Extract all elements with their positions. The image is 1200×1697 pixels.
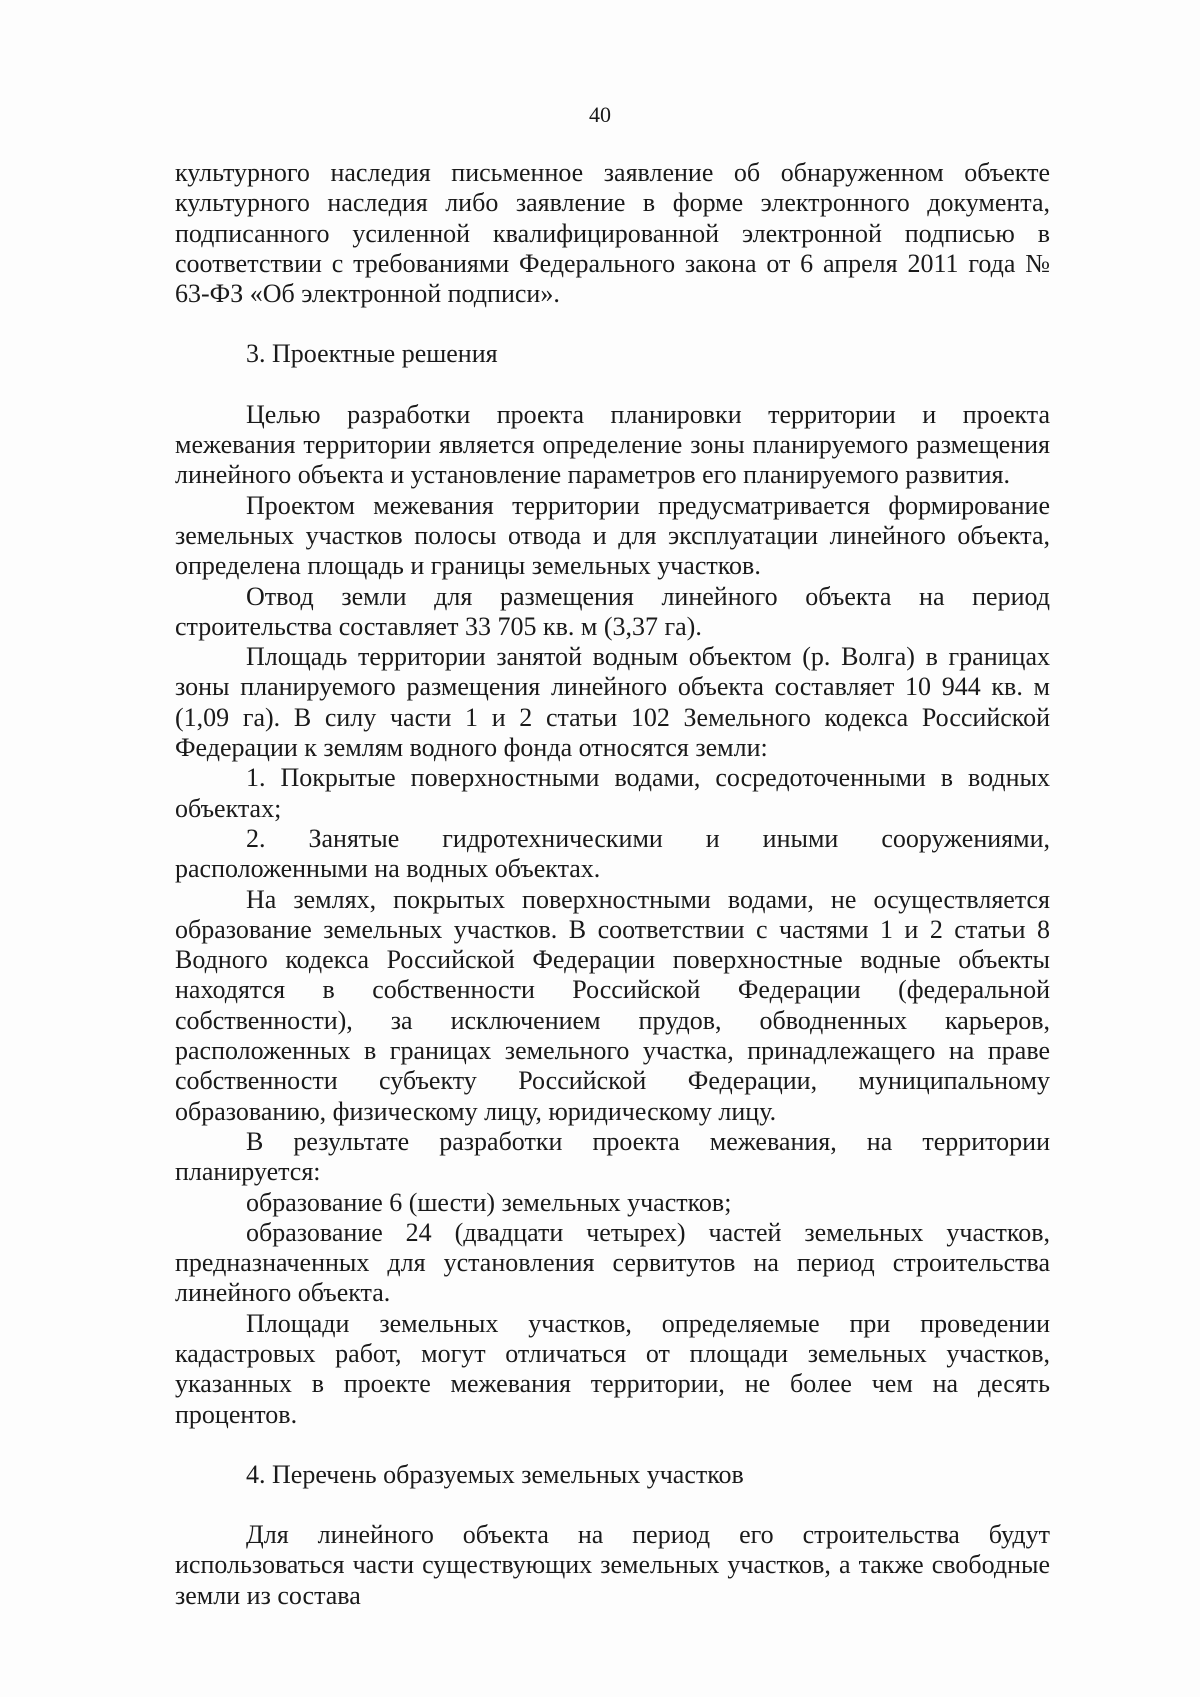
paragraph: Для линейного объекта на период его строительства будут использоваться части существующих земельных участков, а также свободные земли из состава	[175, 1520, 1050, 1610]
list-item: образование 24 (двадцати четырех) частей земельных участков, предназначенных для установления сервитутов на период строительства линейного объекта.	[175, 1217, 1050, 1308]
document-body	[175, 158, 1050, 1611]
list-item: образование 6 (шести) земельных участков;	[246, 1187, 732, 1217]
paragraph: Целью разработки проекта планировки территории и проекта межевания территории является определение зоны планируемого размещения линейного объекта и установление параметров его планируемого развития.	[175, 399, 1050, 490]
section-heading-4: 4. Перечень образуемых земельных участков	[246, 1459, 744, 1489]
paragraph: Проектом межевания территории предусматривается формирование земельных участков полосы отвода и для эксплуатации линейного объекта, определена площадь и границы земельных участков.	[175, 490, 1050, 581]
section-heading-3: 3. Проектные решения	[246, 339, 498, 369]
paragraph: Отвод земли для размещения линейного объекта на период строительства составляет 33 705 кв. м (3,37 га).	[175, 581, 1050, 641]
paragraph: Площадь территории занятой водным объектом (р. Волга) в границах зоны планируемого размещения линейного объекта составляет 10 944 кв. м (1,09 га). В силу части 1 и 2 статьи 102 Земельного кодекса Российской Федерации к землям водного фонда относятся земли:	[175, 642, 1050, 763]
paragraph: В результате разработки проекта межевания, на территории планируется:	[175, 1126, 1050, 1187]
paragraph: культурного наследия письменное заявление об обнаруженном объекте культурного наследия либо заявление в форме электронного документа, подписанного усиленной квалифицированной электронной подписью в соответствии с требованиями Федерального закона от 6 апреля 2011 года № 63-ФЗ «Об электронной подписи».	[175, 158, 1050, 309]
paragraph: Площади земельных участков, определяемые при проведении кадастровых работ, могут отличаться от площади земельных участков, указанных в проекте межевания территории, не более чем на десять процентов.	[175, 1308, 1050, 1429]
paragraph: На землях, покрытых поверхностными водами, не осуществляется образование земельных участков. В соответствии с частями 1 и 2 статьи 8 Водного кодекса Российской Федерации поверхностные водные объекты находятся в собственности Российской Федерации (федеральной собственности), за исключением прудов, обводненных карьеров, расположенных в границах земельного участка, принадлежащего на праве собственности субъекту Российской Федерации, муниципальному образованию, физическому лицу, юридическому лицу.	[175, 884, 1050, 1126]
list-item: 2. Занятые гидротехническими и иными сооружениями, расположенными на водных объектах.	[175, 823, 1050, 884]
list-item: 1. Покрытые поверхностными водами, сосредоточенными в водных объектах;	[175, 763, 1050, 823]
page-number: 40	[589, 102, 611, 127]
